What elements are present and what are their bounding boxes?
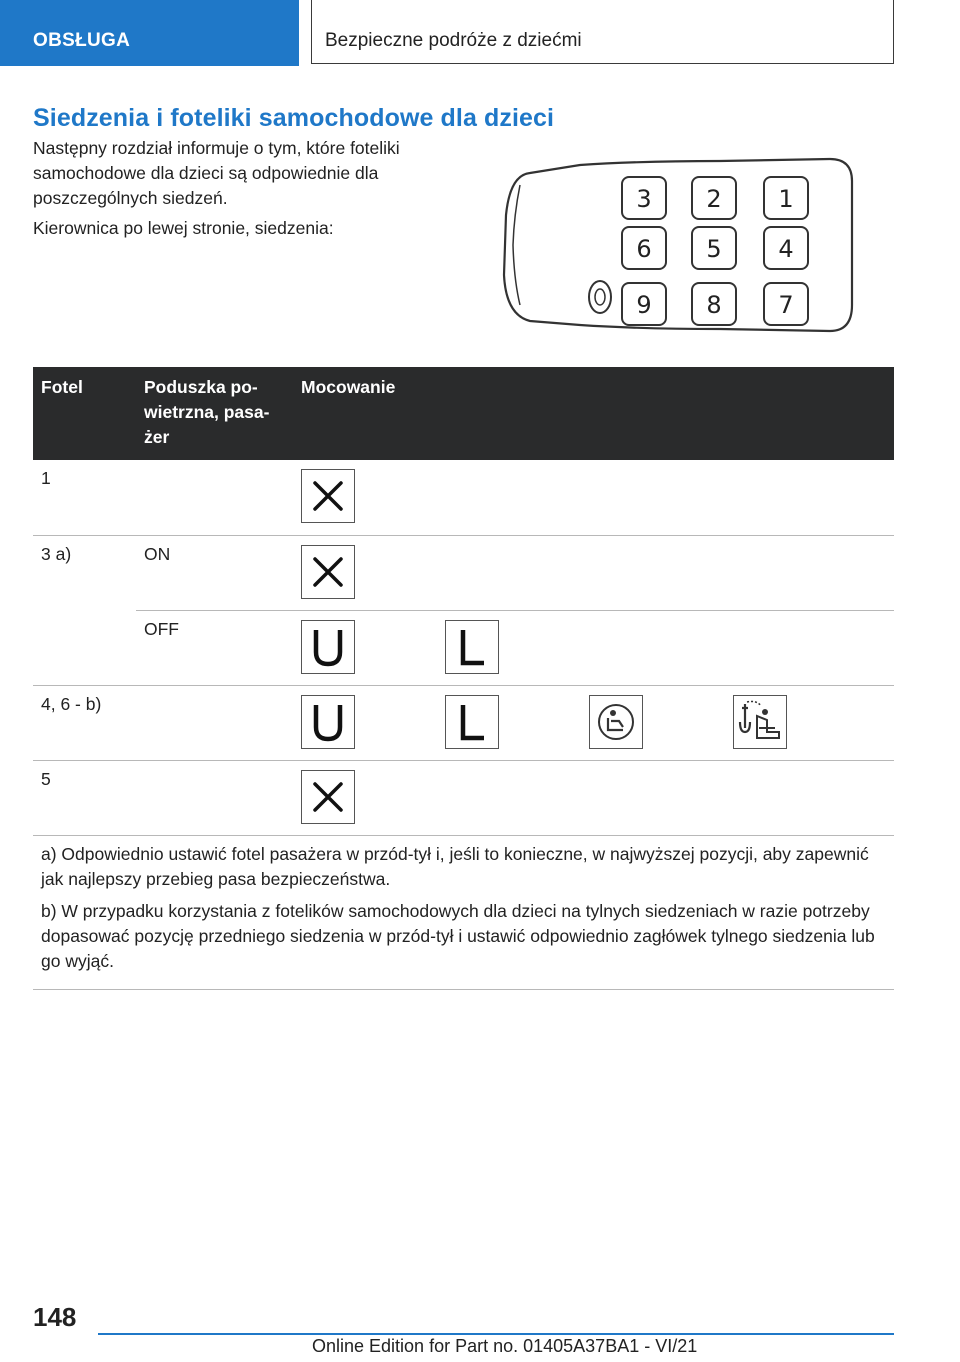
seat-number-7: 7 [778,291,794,319]
universal-u-icon [301,695,355,749]
mounting-cell [293,610,894,685]
footnote-a: a) Odpowiednio ustawić fotel pasażera w przód-tył i, jeśli to konieczne, w najwyższej pozycji, aby zapewnić jak najlepszy przebieg pasa bezpieczeństwa. [41,844,869,889]
header-mounting: Mocowanie [293,367,894,460]
seat-cell: 4, 6 - b) [33,685,136,760]
isofix-seat-icon [589,695,643,749]
semi-universal-l-icon [445,695,499,749]
edition-text: Online Edition for Part no. 01405A37BA1 - VI/21 [312,1336,698,1356]
header-airbag: Poduszka po- wietrzna, pasa- żer [136,367,293,460]
page-title: Siedzenia i foteliki samochodowe dla dzieci [33,104,555,132]
intro-text: Następny rozdział informuje o tym, które foteliki samochodowe dla dzieci są odpowiednie dla poszczególnych siedzeń. [33,138,400,208]
chapter-header [311,0,894,64]
seat-cell: 1 [33,460,136,535]
seat-number-4: 4 [778,235,794,263]
mounting-cell [293,685,894,760]
table-row [33,760,894,835]
chapter-label: Bezpieczne podróże z dziećmi [325,30,582,51]
intro-text-2: Kierownica po lewej stronie, siedzenia: [33,218,334,238]
steering-wheel-icon [589,281,611,313]
seat-number-3: 3 [636,185,652,213]
seat-number-5: 5 [706,235,722,263]
mounting-cell [293,460,894,535]
not-suitable-icon [301,770,355,824]
seat-number-9: 9 [636,291,652,319]
header-seat: Fotel [33,367,136,460]
seat-number-2: 2 [706,185,722,213]
airbag-cell: ON [136,535,293,610]
seat-cell: 5 [33,760,136,835]
footnote-b: b) W przypadku korzystania z fotelików samochodowych dla dzieci na tylnych siedzeniach w razie potrzeby dopasować pozycję przedniego siedzenia w przód-tył i ustawić odpowiednio zagłówek tylnego siedzenia lub go wyjąć. [41,901,875,971]
section-tab [0,0,299,66]
universal-u-icon [301,620,355,674]
table-row [33,610,894,685]
seat-layout-diagram [500,155,860,335]
mounting-cell [293,535,894,610]
footer-divider [98,1333,894,1335]
airbag-cell [136,760,293,835]
seat-number-1: 1 [778,185,794,213]
not-suitable-icon [301,469,355,523]
airbag-cell [136,685,293,760]
seat-cell: 3 a) [41,543,72,564]
table-row [33,535,894,610]
top-tether-anchor-icon [733,695,787,749]
seat-table [33,367,894,836]
not-suitable-icon [301,545,355,599]
table-header-row [33,367,894,460]
section-label: OBSŁUGA [33,30,131,51]
airbag-cell [136,460,293,535]
table-row [33,460,894,535]
seat-number-6: 6 [636,235,652,263]
page-number: 148 [33,1302,77,1332]
semi-universal-l-icon [445,620,499,674]
seat-cell [33,610,136,685]
seat-number-8: 8 [706,291,722,319]
airbag-cell: OFF [136,610,293,685]
footnotes [33,834,894,990]
table-row [33,685,894,760]
mounting-cell [293,760,894,835]
